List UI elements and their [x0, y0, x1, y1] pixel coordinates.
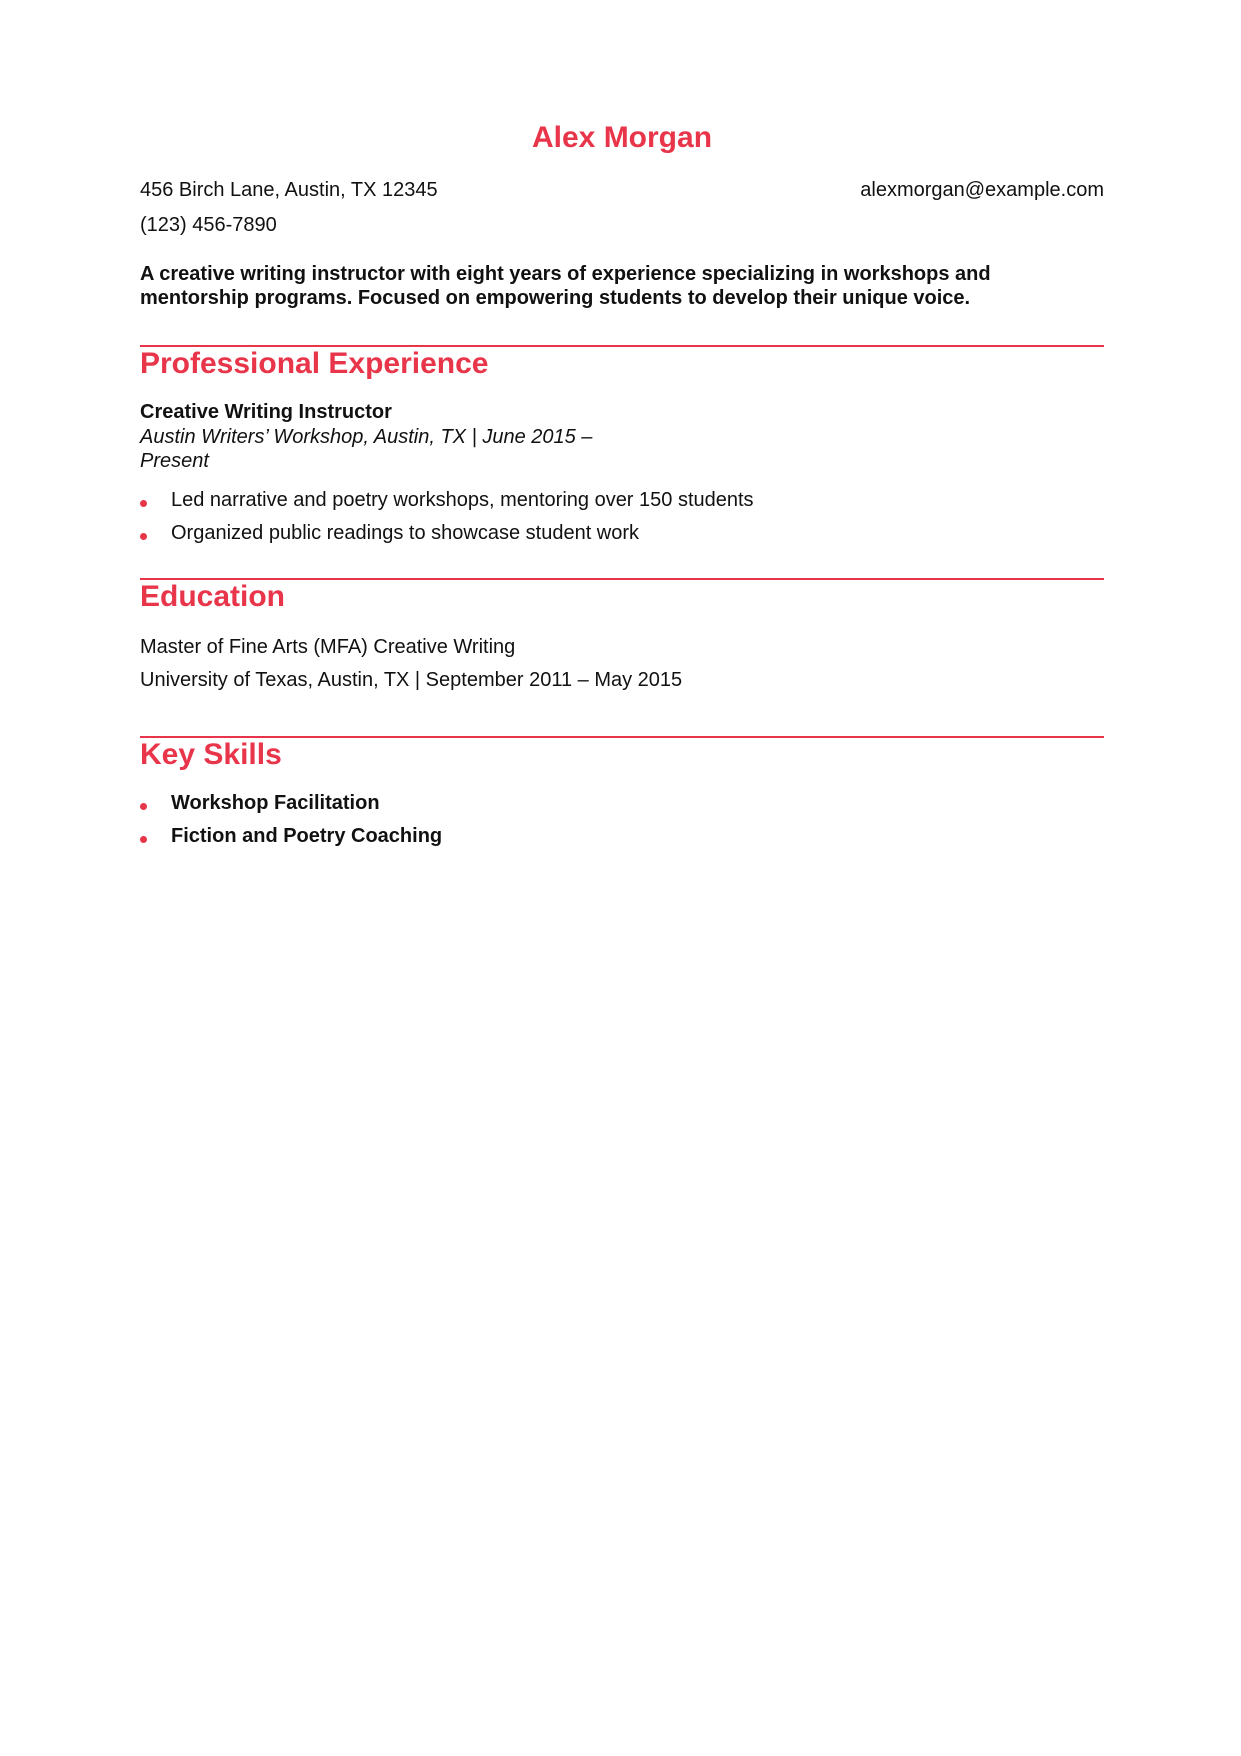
- experience-bullet-text: Led narrative and poetry workshops, mentoring over 150 students: [171, 489, 754, 511]
- skill-text: Workshop Facilitation: [171, 792, 380, 814]
- bullet-dot-icon: [140, 803, 147, 810]
- experience-bullet-text: Organized public readings to showcase student work: [171, 522, 640, 544]
- section-divider-skills: [140, 736, 1104, 738]
- bullet-dot-icon: [140, 836, 147, 843]
- skill-text: Fiction and Poetry Coaching: [171, 825, 443, 847]
- section-heading-education: Education: [140, 580, 286, 613]
- list-item: [140, 822, 1104, 855]
- job-title: Creative Writing Instructor: [140, 401, 392, 423]
- resume-page: [140, 0, 1104, 1756]
- section-heading-experience: Professional Experience: [140, 347, 489, 380]
- candidate-name: Alex Morgan: [531, 121, 713, 154]
- contact-phone: (123) 456-7890: [140, 214, 277, 236]
- bullet-dot-icon: [140, 500, 147, 507]
- skills-bullet-list: [140, 789, 1104, 855]
- contact-address: 456 Birch Lane, Austin, TX 12345: [140, 179, 438, 201]
- list-item: [140, 519, 1104, 552]
- job-meta: Austin Writers’ Workshop, Austin, TX | June 2015 – Present: [140, 426, 593, 472]
- contact-email: alexmorgan@example.com: [860, 179, 1104, 201]
- experience-bullet-list: [140, 486, 1104, 552]
- section-heading-skills: Key Skills: [140, 738, 282, 771]
- education-school: University of Texas, Austin, TX | September 2011 – May 2015: [140, 669, 683, 691]
- education-degree: Master of Fine Arts (MFA) Creative Writing: [140, 636, 516, 658]
- profile-summary: A creative writing instructor with eight years of experience specializing in workshops and mentorship programs. Focused on empowering students to develop their unique voice.: [140, 263, 991, 309]
- list-item: [140, 789, 1104, 822]
- bullet-dot-icon: [140, 533, 147, 540]
- list-item: [140, 486, 1104, 519]
